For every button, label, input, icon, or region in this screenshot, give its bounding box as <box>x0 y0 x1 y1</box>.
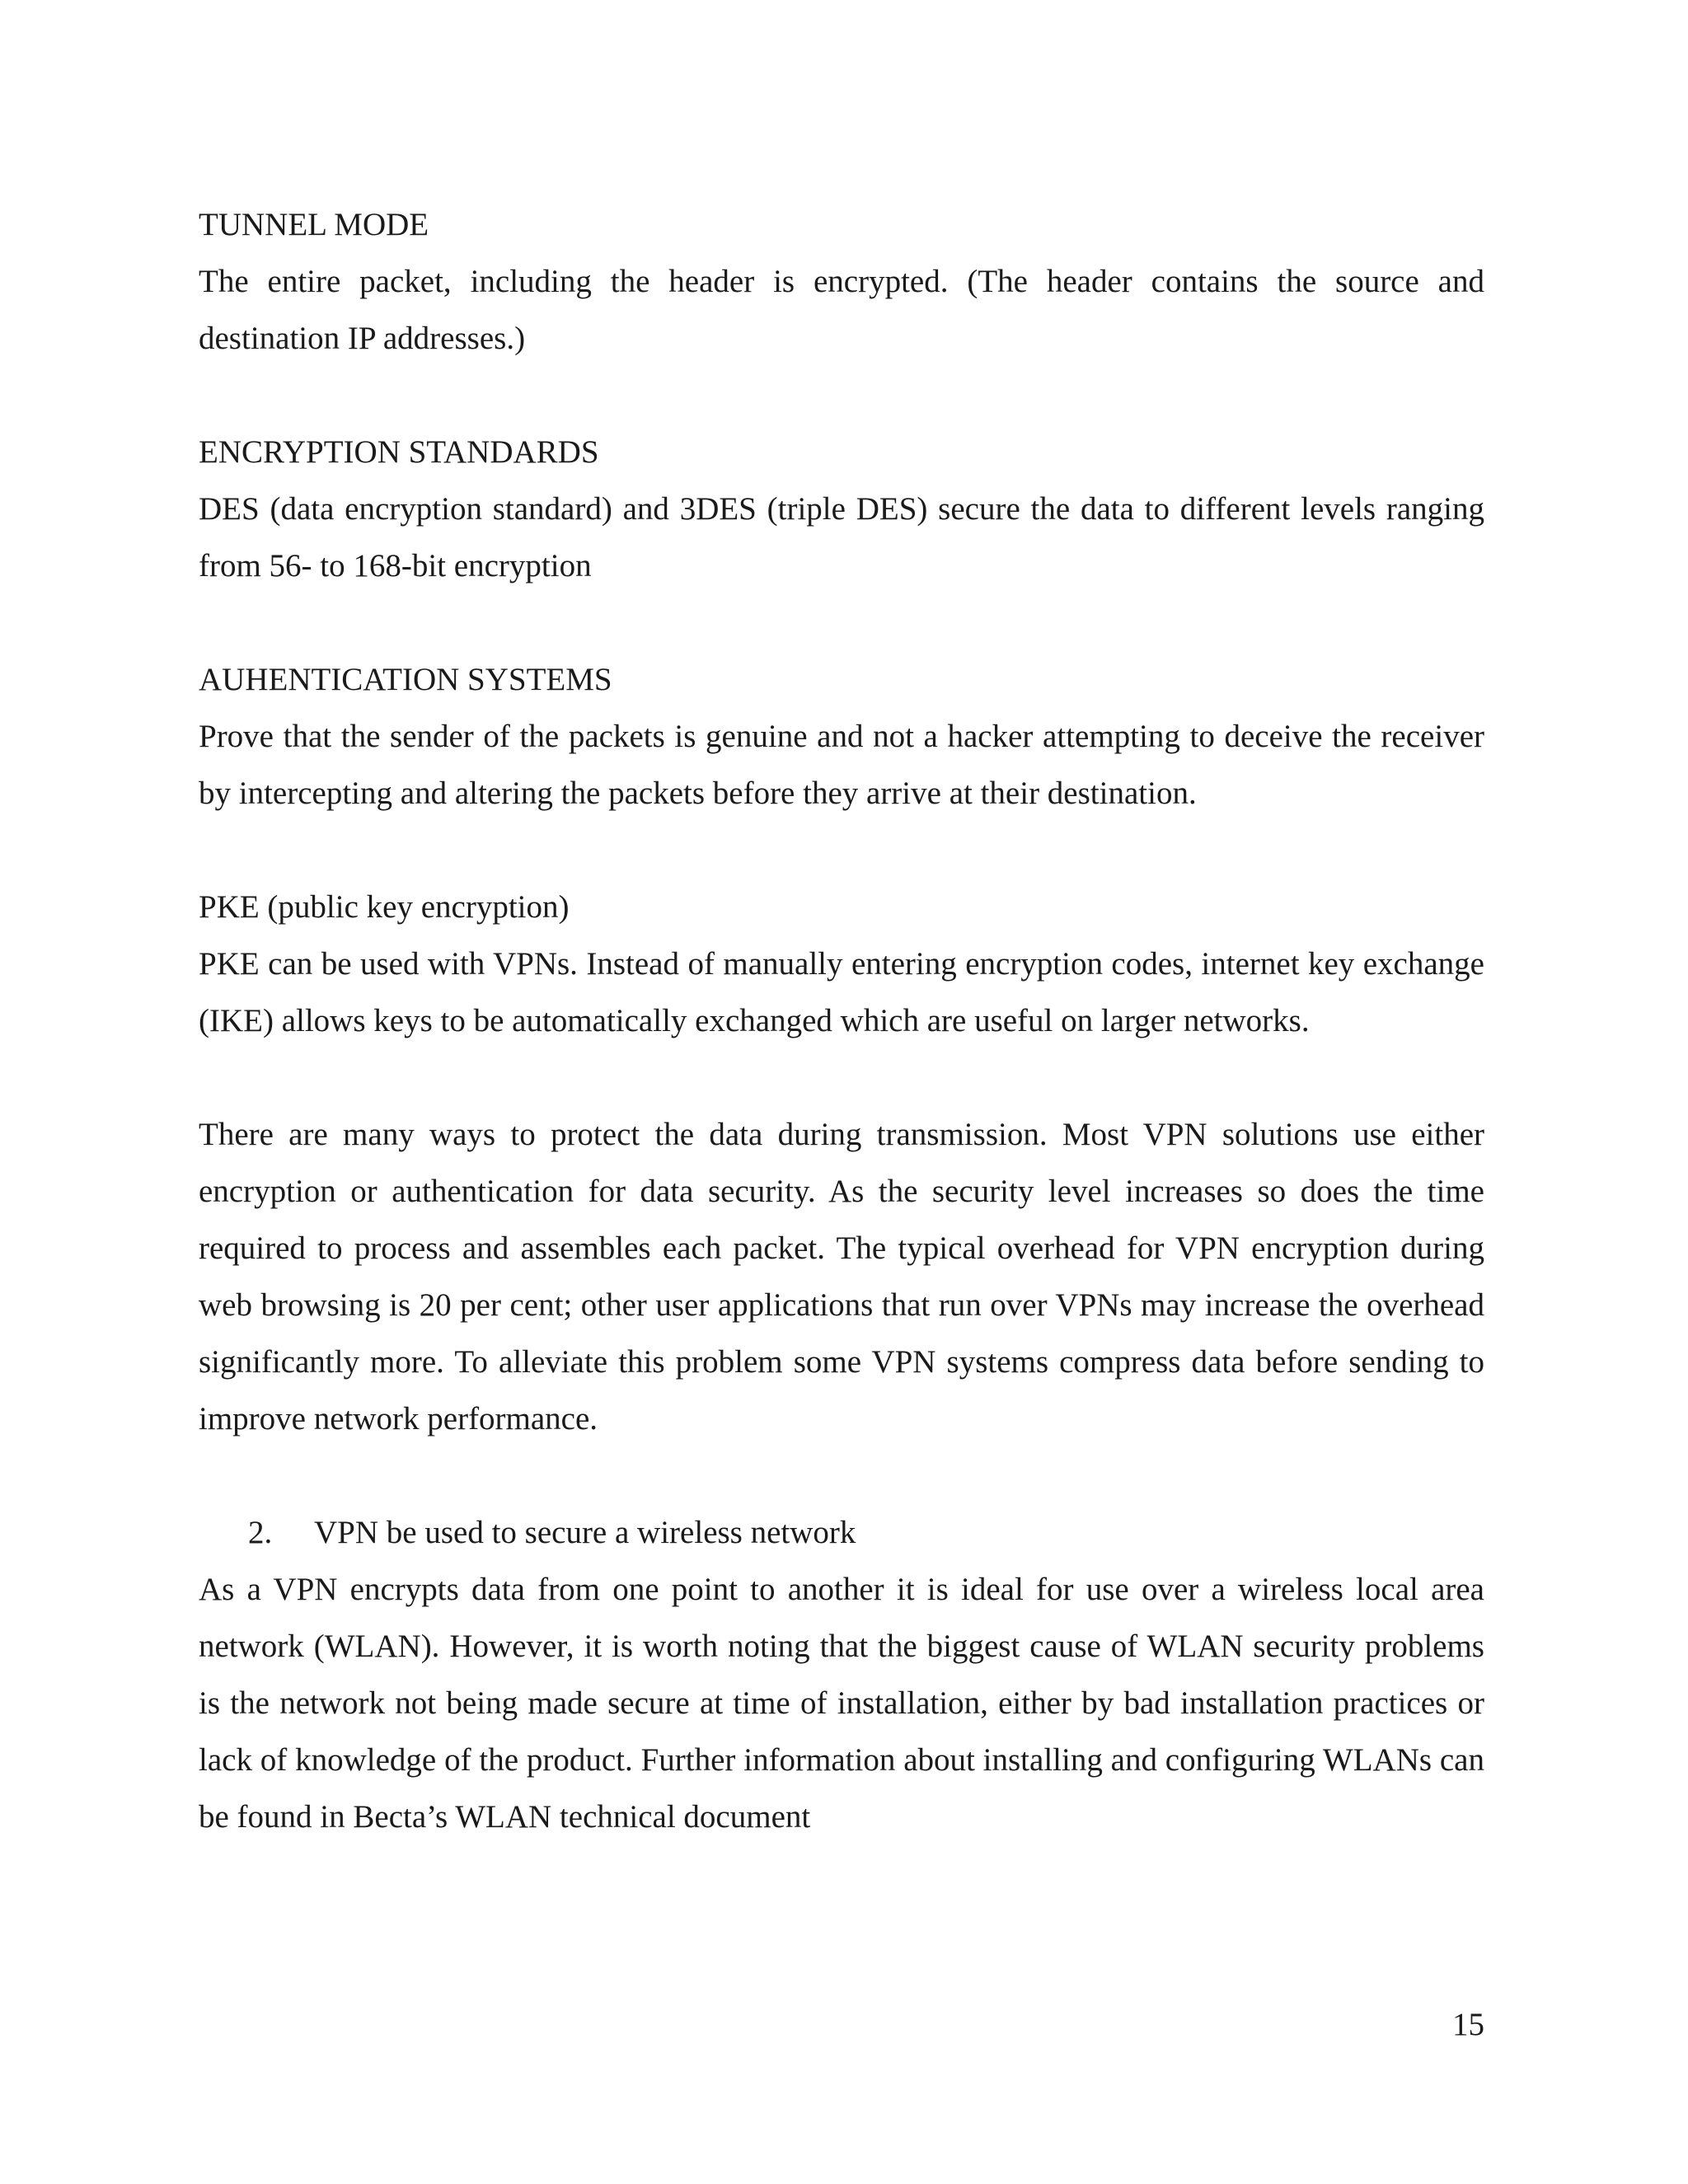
protection-paragraph: There are many ways to protect the data during transmission. Most VPN solutions use either encryption or authentication for data security. As the security level increases so does the time required to process and assembles each packet. The typical overhead for VPN encryption during web browsing is 20 per cent; other user applications that run over VPNs may increase the overhead significantly more. To alleviate this problem some VPN systems compress data before sending to improve network performance. <box>199 1117 1484 1436</box>
wireless-paragraph: As a VPN encrypts data from one point to another it is ideal for use over a wireless local area network (WLAN). However, it is worth noting that the biggest cause of WLAN security problems is the network not being made secure at time of installation, either by bad installation practices or lack of knowledge of the product. Further information about installing and configuring WLANs can be found in Becta’s WLAN technical document <box>199 1572 1484 1835</box>
spacer <box>199 594 1484 651</box>
list-number: 2. <box>248 1515 273 1550</box>
pke-heading: PKE (public key encryption) <box>199 889 570 925</box>
tunnel-mode-heading: TUNNEL MODE <box>199 207 429 242</box>
pke-paragraph: PKE can be used with VPNs. Instead of manually entering encryption codes, internet key exchange (IKE) allows keys to be automatically exchanged which are useful on larger networks. <box>199 946 1484 1038</box>
wireless-numbered-heading <box>199 1504 1484 1561</box>
page-content <box>199 196 1484 1845</box>
spacer <box>199 367 1484 424</box>
wireless-heading: VPN be used to secure a wireless network <box>314 1515 856 1550</box>
tunnel-mode-paragraph: The entire packet, including the header is encrypted. (The header contains the source and destination IP addresses.) <box>199 264 1484 356</box>
authentication-systems-paragraph: Prove that the sender of the packets is genuine and not a hacker attempting to deceive the receiver by intercepting and altering the packets before they arrive at their destination. <box>199 719 1484 811</box>
spacer <box>199 1447 1484 1504</box>
spacer <box>199 1049 1484 1106</box>
encryption-standards-heading: ENCRYPTION STANDARDS <box>199 434 599 470</box>
encryption-standards-paragraph: DES (data encryption standard) and 3DES (triple DES) secure the data to different levels ranging from 56- to 168-bit encryption <box>199 491 1484 583</box>
spacer <box>199 822 1484 879</box>
authentication-systems-heading: AUHENTICATION SYSTEMS <box>199 662 612 697</box>
page-number: 15 <box>1452 2007 1484 2042</box>
